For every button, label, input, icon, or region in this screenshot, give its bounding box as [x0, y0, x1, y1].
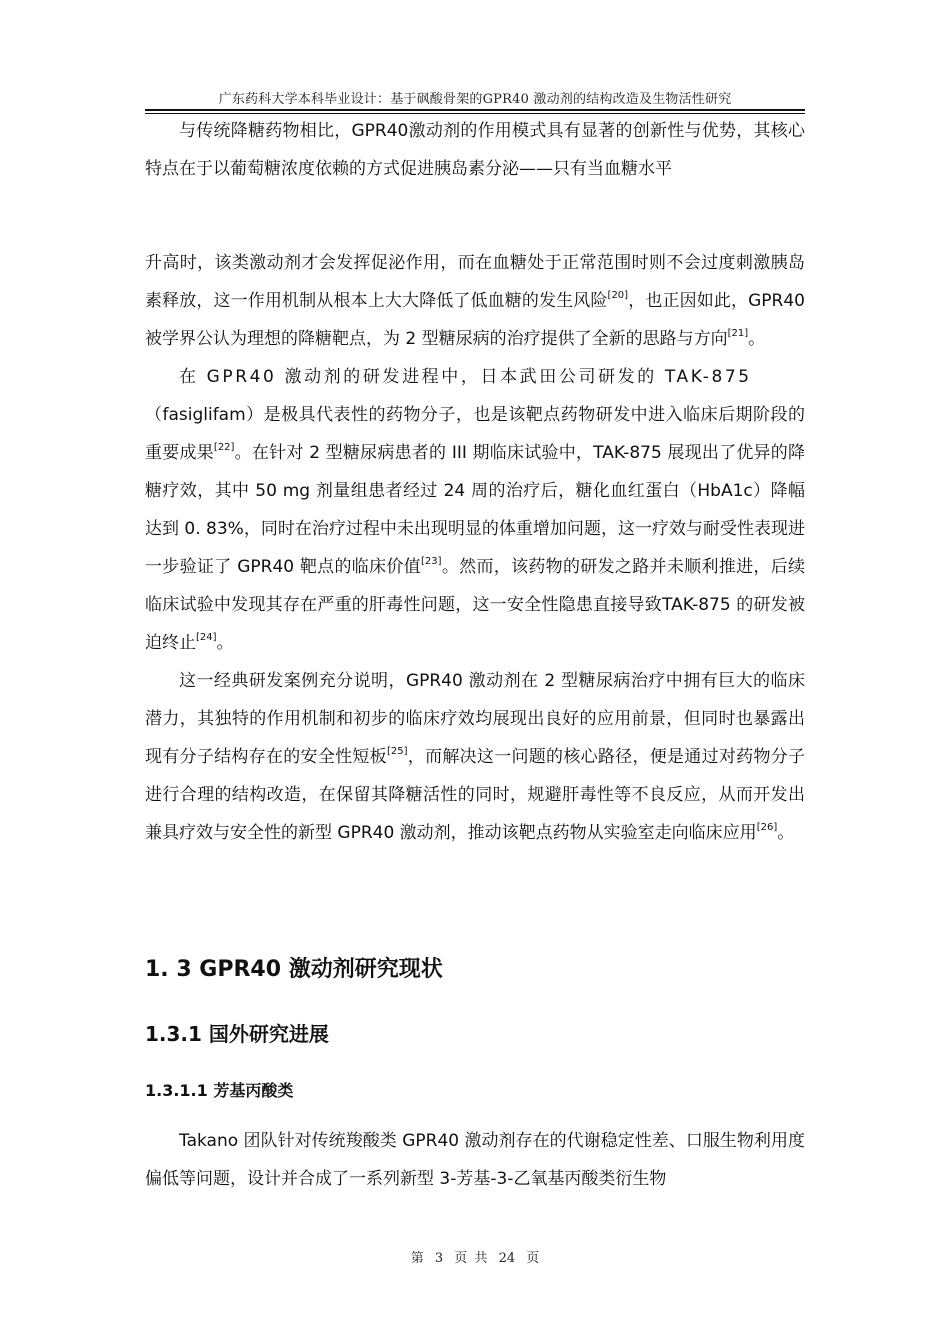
paragraph-text: ，而解决这一问题的核心路径，便是通过对药物分子进行合理的结构改造，在保留其降糖活性的同时，规避肝毒性等不良反应，从而开发出兼具疗效与安全性的新型 GPR40 激动剂，推动该靶点药物从实验室走向临床应用	[145, 747, 806, 843]
paragraph: Takano 团队针对传统羧酸类 GPR40 激动剂存在的代谢稳定性差、口服生物利用度偏低等问题，设计并合成了一系列新型 3-芳基-3-乙氧基丙酸类衍生物	[145, 1131, 805, 1189]
citation: [21]	[727, 328, 749, 340]
page-footer	[0, 1247, 950, 1266]
paragraph-text: 。在针对 2 型糖尿病患者的 III 期临床试验中，TAK-875 展现出了优异的降糖疗效，其中 50 mg 剂量组患者经过 24 周的治疗后，糖化血红蛋白（HbA1c）降幅达到 0. 83%，同时在治疗过程中未出现明显的体重增加问题，这一疗效与耐受性表现进一步验证了 GPR40 靶点的临床价值	[145, 443, 806, 577]
paragraph-text: 。	[777, 823, 795, 843]
citation: [22]	[213, 442, 235, 454]
page-number: 3	[434, 1251, 444, 1266]
header-rule	[145, 109, 805, 111]
paragraph-text: ，也正因如此，GPR40 被学界公认为理想的降糖靶点，为 2 型糖尿病的治疗提供了全新的思路与方向	[145, 291, 805, 349]
paragraph-text: 这一经典研发案例充分说明，GPR40 激动剂在 2 型糖尿病治疗中拥有巨大的临床潜力，其独特的作用机制和初步的临床疗效均展现出良好的应用前景，但同时也暴露出现有分子结构存在的安全性短板	[145, 671, 805, 767]
page-total: 24	[498, 1251, 516, 1266]
footer-prefix: 第	[410, 1251, 424, 1266]
paragraph-first-line: 在 GPR40 激动剂的研发进程中，日本武田公司研发的 TAK-875	[179, 367, 752, 387]
paragraph-block-1	[145, 112, 805, 188]
paragraph-text: 升高时，该类激动剂才会发挥促泌作用，而在血糖处于正常范围时则不会过度刺激胰岛素释放，这一作用机制从根本上大大降低了低血糖的发生风险	[145, 253, 805, 311]
paragraph-block-2	[145, 244, 805, 852]
citation: [26]	[756, 822, 778, 834]
paragraph-block-3	[145, 1122, 805, 1198]
footer-suffix: 页	[526, 1251, 540, 1266]
running-header: 广东药科大学本科毕业设计：基于砜酸骨架的GPR40 激动剂的结构改造及生物活性研究	[218, 92, 732, 107]
subsection-heading: 1.3.1 国外研究进展	[145, 1022, 329, 1046]
citation: [23]	[421, 556, 442, 568]
paragraph-text: 。	[748, 329, 766, 349]
section-heading: 1. 3 GPR40 激动剂研究现状	[145, 957, 443, 982]
paragraph	[145, 244, 805, 358]
citation: [25]	[386, 746, 408, 758]
citation: [20]	[607, 290, 629, 302]
citation: [24]	[196, 632, 217, 644]
paragraph-text: 。	[216, 633, 234, 653]
subsubsection-heading: 1.3.1.1 芳基丙酸类	[145, 1081, 294, 1100]
paragraph	[145, 396, 805, 662]
footer-middle: 页 共	[454, 1251, 488, 1266]
paragraph-text: （fasiglifam）是极具代表性的药物分子，也是该靶点药物研发中进入临床后期阶段的重要成果	[145, 405, 805, 463]
paragraph	[145, 662, 805, 852]
paragraph: 与传统降糖药物相比，GPR40激动剂的作用模式具有显著的创新性与优势，其核心特点在于以葡萄糖浓度依赖的方式促进胰岛素分泌——只有当血糖水平	[145, 121, 805, 179]
paragraph-text: 。然而，该药物的研发之路并未顺利推进，后续临床试验中发现其存在严重的肝毒性问题，这一安全性隐患直接导致TAK-875 的研发被迫终止	[145, 557, 805, 653]
